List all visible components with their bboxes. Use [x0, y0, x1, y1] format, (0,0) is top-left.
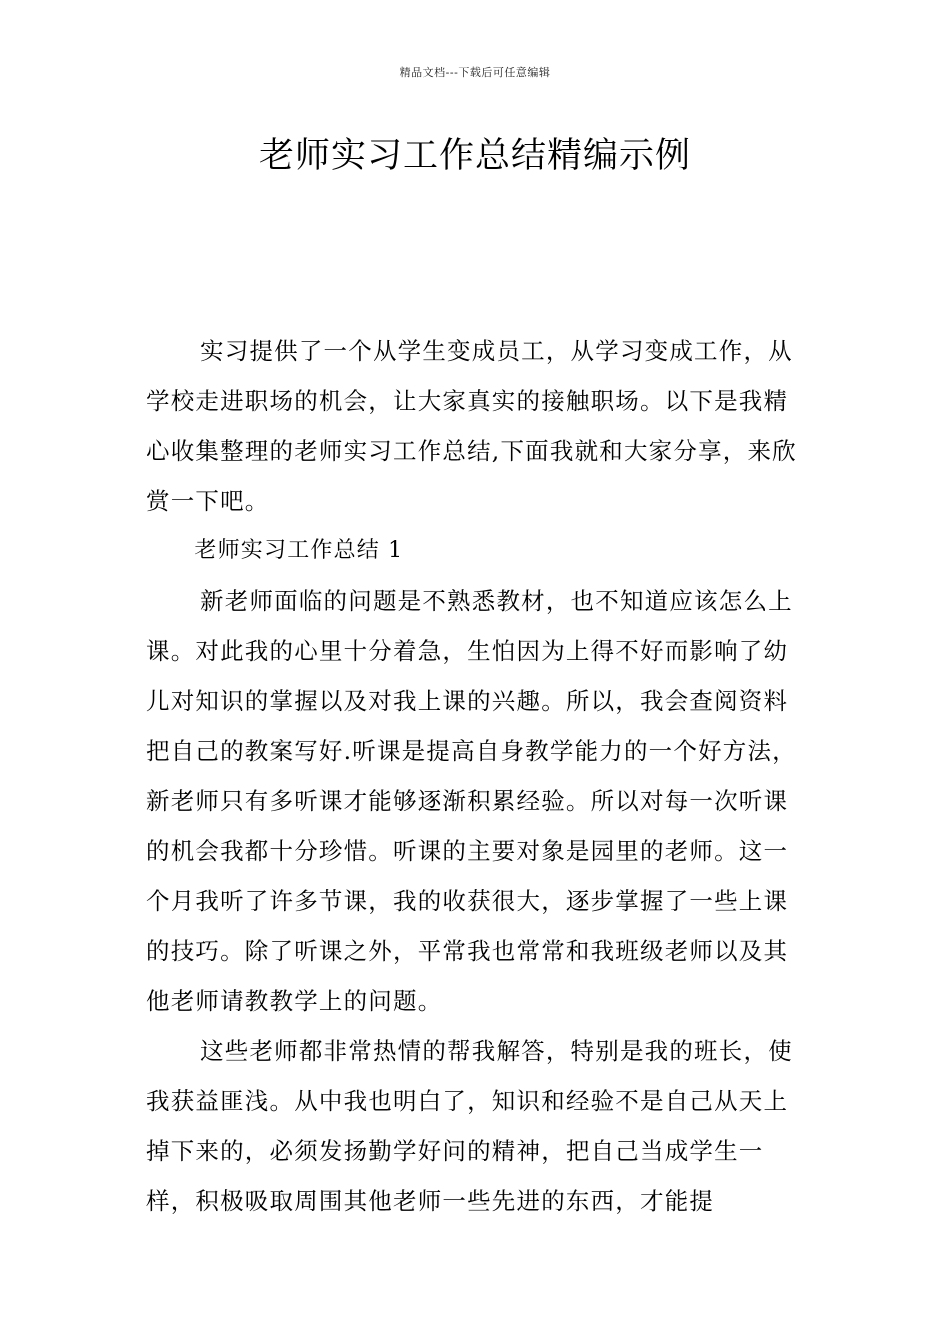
section-heading: 老师实习工作总结 1 [194, 538, 404, 563]
body-paragraph: 这些老师都非常热情的帮我解答，特别是我的班长，使我获益匪浅。从中我也明白了，知识和经验不是自己从天上掉下来的，必须发扬勤学好问的精神，把自己当成学生一样，积极吸取周围其他老师一些先进的东西，才能提 [146, 1037, 793, 1215]
body-paragraph: 新老师面临的问题是不熟悉教材，也不知道应该怎么上课。对此我的心里十分着急，生怕因为上得不好而影响了幼儿对知识的掌握以及对我上课的兴趣。所以，我会查阅资料把自己的教案写好.听课是提高自身教学能力的一个好方法，新老师只有多听课才能够逐渐积累经验。所以对每一次听课的机会我都十分珍惜。听课的主要对象是园里的老师。这一个月我听了许多节课，我的收获很大，逐步掌握了一些上课的技巧。除了听课之外，平常我也常常和我班级老师以及其他老师请教教学上的问题。 [146, 587, 797, 1015]
intro-paragraph: 实习提供了一个从学生变成员工，从学习变成工作，从学校走进职场的机会，让大家真实的接触职场。以下是我精心收集整理的老师实习工作总结,下面我就和大家分享，来欣赏一下吧。 [146, 337, 797, 515]
document-body [146, 326, 810, 1226]
header-note: 精品文档---下载后可任意编辑 [399, 66, 551, 79]
document-title: 老师实习工作总结精编示例 [258, 136, 691, 176]
